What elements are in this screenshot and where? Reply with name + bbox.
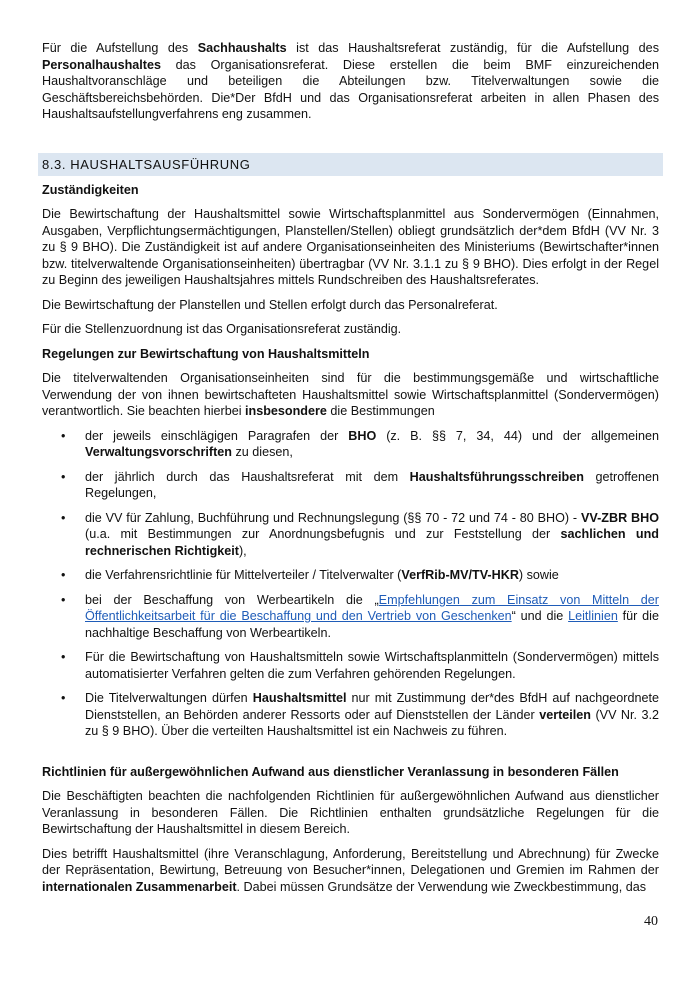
subheading-regelungen: Regelungen zur Bewirtschaftung von Haushaltsmitteln bbox=[42, 346, 370, 361]
list-item bbox=[42, 567, 659, 584]
list-item bbox=[42, 469, 659, 502]
text: Die titelverwaltenden Organisationseinheiten sind für die bestimmungsgemäße und wirtschaftliche Verwendung der von ihnen bewirtschafteten Haushaltsmittel sowie Wirtschaftsplanmittel (Sondervermögen) verantwortlich. Sie beachten hierbei bbox=[42, 371, 659, 418]
bullet-icon: • bbox=[61, 691, 66, 705]
text: bei der Beschaffung von Werbeartikeln die „ bbox=[85, 592, 379, 607]
text: der jährlich durch das Haushaltsreferat mit dem bbox=[85, 469, 410, 484]
bold-term: sachlichen und rechnerischen Richtigkeit bbox=[85, 527, 659, 558]
subheading-richtlinien: Richtlinien für außergewöhnlichen Aufwand aus dienstlicher Veranlassung in besonderen Fällen bbox=[42, 764, 619, 779]
text: die Verfahrensrichtlinie für Mittelverteiler / Titelverwalter ( bbox=[85, 568, 402, 582]
text: (VV Nr. 3.2 zu § 9 BHO). Über die verteilten Haushaltsmittel ist ein Nachweis zu führen. bbox=[85, 707, 660, 738]
leitlinien-link[interactable]: Leitlinien bbox=[568, 609, 618, 623]
page-content bbox=[42, 40, 659, 903]
text: (u.a. mit Bestimmungen zur Anordnungsbefugnis und zur Feststellung der bbox=[85, 527, 561, 541]
paragraph-bewirtschaftung: Die Bewirtschaftung der Haushaltsmittel sowie Wirtschaftsplanmittel aus Sondervermögen (Einnahmen, Ausgaben, Verpflichtungsermächtigungen, Planstellen/Stellen) obliegt grundsätzlich der*dem BfdH (VV Nr. 3 zu § 9 BHO). Die Zuständigkeit ist auf andere Organisationseinheiten des Ministeriums (Bewirtschafter*innen bzw. titelverwaltende Organisationseinheiten) übertragbar (VV Nr. 3.1.1 zu § 9 BHO). Dies erfolgt in der Regel zu Beginn des jeweiligen Haushaltsjahres mittels Rundschreiben des Haushaltsreferates. bbox=[42, 207, 659, 287]
bold-term: insbesondere bbox=[245, 404, 327, 418]
bold-term: Haushaltsführungsschreiben bbox=[409, 469, 584, 484]
bullet-icon: • bbox=[61, 469, 66, 484]
paragraph-planstellen: Die Bewirtschaftung der Planstellen und Stellen erfolgt durch das Personalreferat. bbox=[42, 297, 498, 312]
bold-term: Personalhaushaltes bbox=[42, 57, 161, 72]
bold-term: VV-ZBR BHO bbox=[580, 510, 659, 525]
empfehlungen-link[interactable]: Empfehlungen zum Einsatz von Mitteln der Öffentlichkeitsarbeit für die Beschaffung und den Vertrieb von Geschenken bbox=[85, 592, 659, 623]
text: getroffenen Regelungen, bbox=[85, 469, 659, 500]
text: für die nachhaltige Beschaffung von Werbeartikeln. bbox=[85, 609, 659, 640]
text: ) sowie bbox=[518, 568, 559, 582]
page-number: 40 bbox=[644, 914, 658, 929]
paragraph-aufstellung bbox=[42, 40, 659, 123]
text: “ und die bbox=[511, 609, 569, 623]
bullet-icon: • bbox=[61, 650, 66, 664]
text: nur mit Zustimmung der*des BfdH auf nachgeordnete Dienststellen, an Behörden anderer Ressorts oder auf Dienststellen der Länder bbox=[85, 691, 659, 722]
bold-term: BHO bbox=[348, 428, 377, 443]
bold-term: Verwaltungsvorschriften bbox=[85, 445, 232, 459]
text: der jeweils einschlägigen Paragrafen der bbox=[85, 428, 349, 443]
bullet-icon: • bbox=[61, 510, 66, 525]
text: zu diesen, bbox=[231, 445, 293, 459]
bold-term: Sachhaushalts bbox=[197, 41, 287, 55]
bold-term: Haushaltsmittel bbox=[252, 691, 347, 705]
text: die Bestimmungen bbox=[326, 404, 435, 418]
subheading-zustaendigkeiten: Zuständigkeiten bbox=[42, 182, 139, 197]
bullet-icon: • bbox=[61, 592, 66, 607]
text: Dies betrifft Haushaltsmittel (ihre Veranschlagung, Anforderung, Bereitstellung und Abrechnung) für Zwecke der Repräsentation, Bewirtung, Betreuung von Besucher*innen, Delegationen und Gremien im Rahmen der bbox=[42, 846, 659, 877]
bold-term: internationalen Zusammenarbeit bbox=[42, 879, 237, 894]
text: . Dabei müssen Grundsätze der Verwendung wie Zweckbestimmung, das bbox=[236, 879, 647, 894]
list-item bbox=[42, 649, 659, 682]
bold-term: verteilen bbox=[539, 707, 592, 722]
bold-term: VerfRib-MV/TV-HKR bbox=[401, 568, 519, 582]
list-item bbox=[42, 592, 659, 642]
text: Für die Bewirtschaftung von Haushaltsmitteln sowie Wirtschaftsplanmitteln (Sondervermögen) mittels automatisierter Verfahren gelten die zum Verfahren gehörenden Regelungen. bbox=[85, 650, 659, 681]
paragraph-richtlinien: Die Beschäftigten beachten die nachfolgenden Richtlinien für außergewöhnlichen Aufwand aus dienstlicher Veranlassung in besonderen Fällen. Die Richtlinien enthalten grundsätzliche Regelungen für die Bewirtschaftung der Haushaltsmittel in diesem Bereich. bbox=[42, 789, 659, 836]
bullet-icon: • bbox=[61, 428, 66, 443]
paragraph-titelverwaltende bbox=[42, 370, 659, 420]
paragraph-haushaltsmittel bbox=[42, 846, 659, 896]
text: das Organisationsreferat. Diese erstellen die beim BMF einzureichenden Haushaltvoranschläge und beteiligen die Abteilungen bzw. Titelverwaltungen sowie die Geschäftsbereichsbehörden. Die*Der BfdH und das Organisationsreferat arbeiten in allen Phasen des Haushaltsaufstellungverfahrens eng zusammen. bbox=[42, 57, 659, 121]
section-heading: 8.3. HAUSHALTSAUSFÜHRUNG bbox=[38, 153, 663, 176]
paragraph-stellenzuordnung: Für die Stellenzuordnung ist das Organisationsreferat zuständig. bbox=[42, 322, 402, 336]
text: (z. B. §§ 7, 34, 44) und der allgemeinen bbox=[376, 428, 659, 443]
list-item bbox=[42, 510, 659, 560]
bullet-icon: • bbox=[61, 568, 66, 582]
text: die VV für Zahlung, Buchführung und Rechnungslegung (§§ 70 - 72 und 74 - 80 BHO) - bbox=[85, 510, 581, 525]
text: Die Titelverwaltungen dürfen bbox=[85, 691, 253, 705]
text: Für die Aufstellung des bbox=[42, 41, 198, 55]
bullet-list bbox=[42, 428, 659, 740]
text: ), bbox=[238, 543, 247, 558]
list-item bbox=[42, 428, 659, 461]
list-item bbox=[42, 690, 659, 740]
text: ist das Haushaltsreferat zuständig, für die Aufstellung des bbox=[286, 41, 659, 55]
